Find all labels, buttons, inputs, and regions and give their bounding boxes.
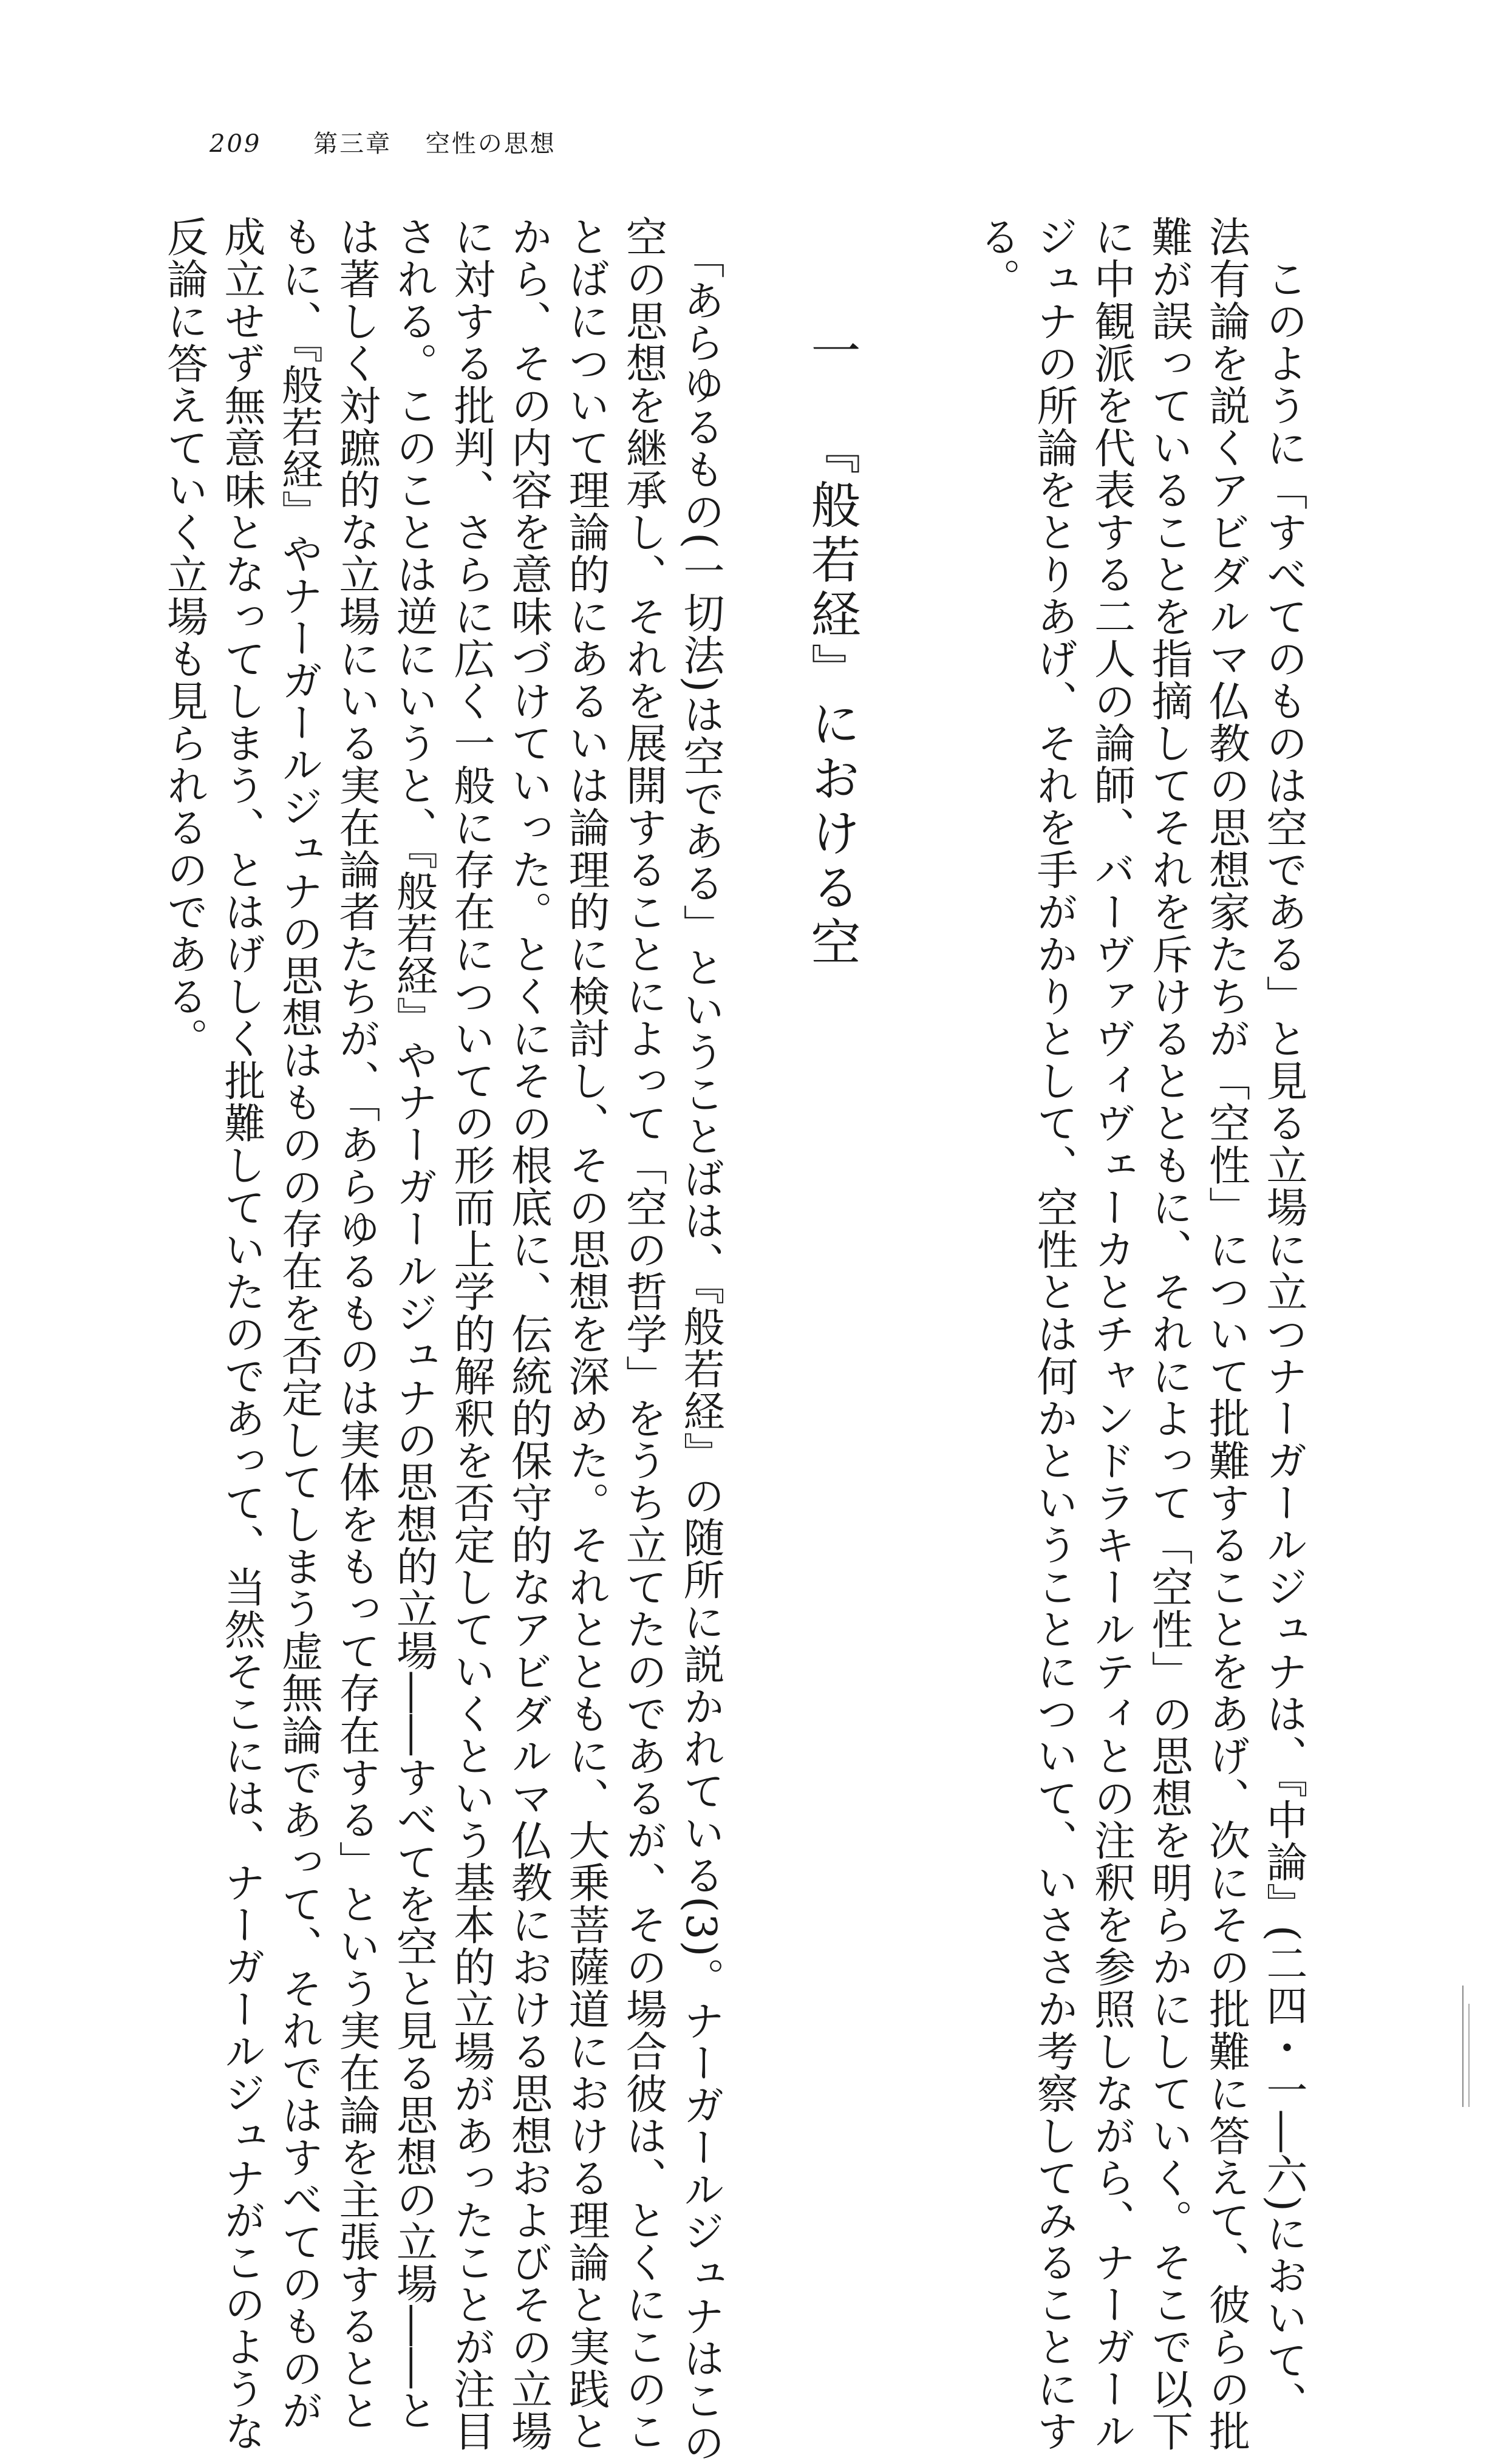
text-line: 空の思想を継承し、それを展開することによって「空の哲学」をうち立てたのであるが、その場合彼は、とくにこのこ (619, 216, 667, 2452)
section-number: 一 (803, 325, 860, 379)
text-line: に中観派を代表する二人の論師、バーヴァヴィヴェーカとチャンドラキールティとの注釈を参照しながら、ナーガール (1087, 216, 1136, 2452)
text-line: から、その内容を意味づけていった。とくにその根底に、伝統的保守的なアビダルマ仏教における思想およびその立場 (504, 216, 553, 2452)
text-line: に対する批判、さらに広く一般に存在についての形而上学的解釈を否定していくという基本的立場があったことが注目 (447, 216, 495, 2452)
text-line: 法有論を説くアビダルマ仏教の思想家たちが「空性」について批難することをあげ、次にその批難に答えて、彼らの批 (1202, 216, 1250, 2452)
main-paragraph (155, 216, 729, 2464)
section-heading (798, 325, 865, 971)
page-header (210, 124, 556, 159)
text-line: 成立せず無意味となってしまう、とはげしく批難していたのであって、当然そこには、ナーガールジュナがこのような (217, 216, 265, 2452)
text-line: もに、『般若経』やナーガールジュナの思想はものの存在を否定してしまう虚無論であって、それではすべてのものが (274, 216, 323, 2432)
text-line: は著しく対蹠的な立場にいる実在論者たちが、「あらゆるものは実体をもって存在する」という実在論を主張するとと (332, 216, 380, 2432)
scan-edge-line (1468, 2004, 1470, 2107)
chapter-number: 第三章 (313, 130, 392, 158)
text-line: る。 (972, 216, 1021, 300)
text-line: 「あらゆるもの(一切法)は空である」ということばは、『般若経』の随所に説かれている(3)。ナーガールジュナはこの (676, 216, 724, 2464)
text-line: このように「すべてのものは空である」と見る立場に立つナーガールジュナは、『中論』(二四・一―六)において、 (1259, 216, 1307, 2424)
text-line: 難が誤っていることを指摘してそれを斥けるとともに、それによって「空性」の思想を明らかにしていく。そこで以下 (1145, 216, 1193, 2452)
text-line: 反論に答えていく立場も見られるのである。 (160, 216, 208, 1060)
section-title: 『般若経』における空 (803, 424, 860, 972)
scan-edge-line (1462, 1986, 1463, 2107)
page-number: 209 (210, 130, 262, 158)
text-line: される。このことは逆にいうと、『般若経』やナーガールジュナの思想的立場――すべてを空と見る思想の立場――と (389, 216, 438, 2432)
text-line: ジュナの所論をとりあげ、それを手がかりとして、空性とは何かということについて、いささか考察してみることにす (1030, 216, 1078, 2452)
chapter-title: 空性の思想 (425, 130, 556, 158)
text-line: とばについて理論的にあるいは論理的に検討し、その思想を深めた。それとともに、大乗菩薩道における理論と実践と (562, 216, 610, 2452)
intro-paragraph (967, 216, 1312, 2452)
